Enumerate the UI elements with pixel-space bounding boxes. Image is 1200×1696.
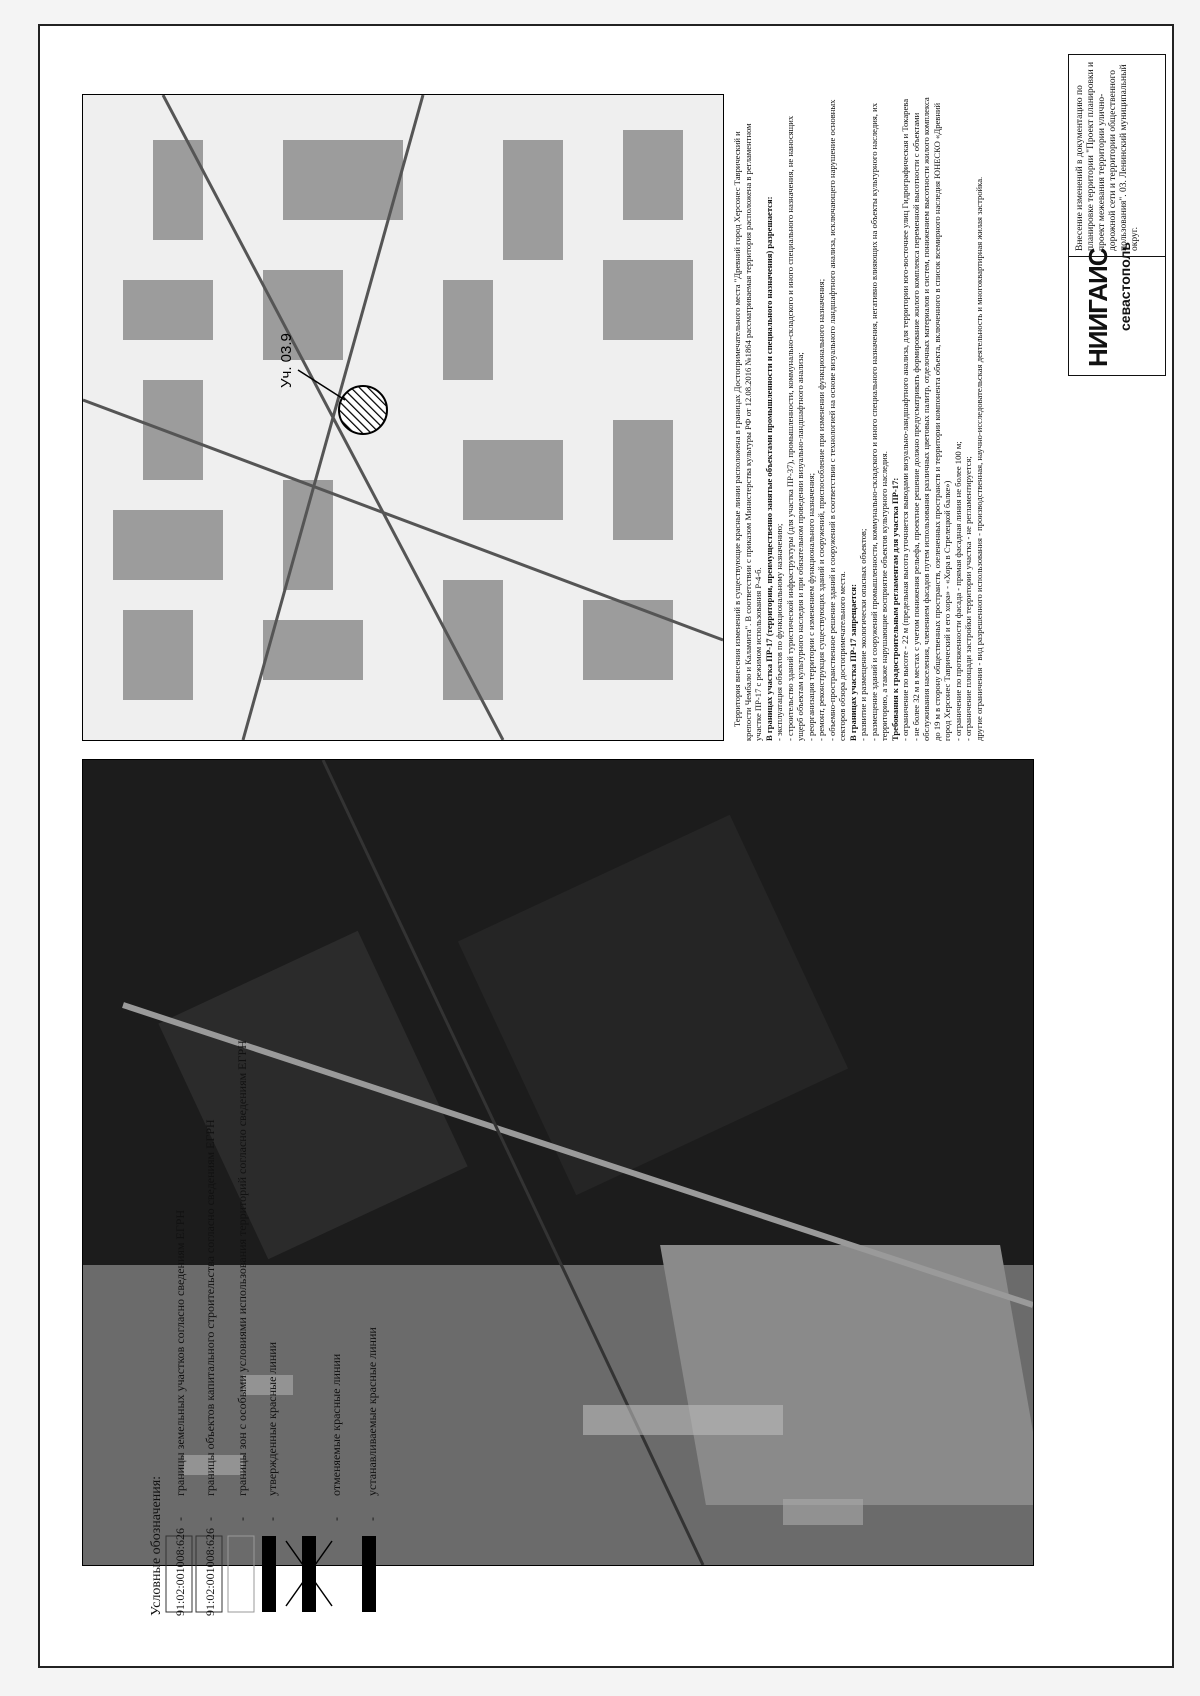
legend-dash-5: - [365, 1517, 379, 1521]
requirements-title: Требования к градостроительным регламентам для участка ПР-17: [889, 477, 900, 741]
allowed-item: - объемно-пространственное решение зданий и сооружений в соответствии с технологией на основе визуального ландшафтного анализа, исключающего нарушение основных секторов обзора достопримечательного места. [826, 99, 847, 741]
forbidden-item: - развитие и размещение экологически опасных объектов; [858, 528, 868, 741]
logo-sub-text: севастополь [1117, 242, 1133, 331]
legend-dash-2: - [235, 1517, 249, 1521]
forbidden-item: - размещение зданий и сооружений промышленности, коммунально-складского и иного специального назначения, негативно влияющих на объекты культурного наследия, их территорию, а также нарушающие восприятие объектов культурного наследия. [868, 102, 889, 741]
allowed-item: - ремонт, реконструкция существующих зданий и сооружений, приспособление при изменении функционального назначения; [816, 278, 826, 741]
legend-text-5: устанавливаемые красные линии [365, 1327, 379, 1496]
drawing-title: Внесение изменений в документацию по планировке территории "Проект планировки и проект межевания территории улично-дорожной сети и территории общественного пользования". 03. Ленинский муниципальный округ. [1075, 61, 1140, 251]
legend-text-1: границы объектов капитального строительства согласно сведениям ЕГРН [203, 1119, 217, 1496]
logo-main-text: НИИГАИС [1083, 248, 1113, 367]
legend-dash-0: - [173, 1517, 187, 1521]
other-restrictions: другие ограничения - вид разрешенного использования - производственная, научно-исследовательская деятельность и многоквартирная жилая застройка. [973, 176, 984, 741]
title-block [1068, 54, 1166, 376]
drawing-sheet [38, 24, 1174, 1668]
forbidden-title: В границах участка ПР-17 запрещается: [847, 584, 858, 741]
allowed-item: - строительство зданий туристической инфраструктуры (для участка ПР-37), промышленности, коммунально-складского и иного специального назначения, не наносящих ущерб объектам культурного наследия и при обязательном проведении визуально-ландшафтного анализа; [784, 115, 805, 741]
map-drawing [83, 95, 723, 740]
legend-dash-3: - [265, 1517, 279, 1521]
legend-dash-1: - [203, 1517, 217, 1521]
allowed-title: В границах участка ПР-17 (территории, преимущественно занятые объектами промышленности и специального назначения) разрешается: [763, 196, 774, 741]
legend-text-3: утвержденные красные линии [265, 1341, 279, 1496]
legend-sample-1: 91:02:001008:626 [203, 1527, 217, 1616]
legend-title-rotated: Условные обозначения: [149, 1475, 164, 1616]
location-map [82, 94, 724, 741]
plot-label: Уч. 03.9 [278, 333, 295, 388]
allowed-item: - эксплуатация объектов по функциональному назначению; [774, 523, 784, 741]
allowed-item: - реорганизация территории с изменением функционального назначения; [805, 472, 816, 741]
description-block [732, 96, 1062, 741]
legend-text-0: границы земельных участков согласно сведениям ЕГРН [173, 1209, 187, 1496]
legend-sample-0: 91:02:001008:626 [173, 1527, 187, 1616]
legend-text-2: границы зон с особыми условиями использования территорий согласно сведениям ЕГРН [235, 1040, 249, 1496]
requirement-item: - ограничение по высоте - 22 м (предельная высота уточняется выводами визуально-ландшафтного анализа, для территории юго-восточнее улиц Гидрографическая и Токарева - не более 32 м в местах с учетом понижения рельефа, проектное решение должно предусматривать формирование жилого комплекса переменной высотности с объектами обслуживания населения, членением фасадов путем использования различных цветовых палитр, отделочных материалов и систем, понижением высотности жилого комплекса до 19 м в сторону общественных пространств, озелененных пространств и территории компонента объекта, включенного в список всемирного наследия ЮНЕСКО «Древний город Херсонес Таврический и его хора» - «Хора в Стрелецкой балке») [900, 97, 952, 741]
legend-text-4: отменяемые красные линии [329, 1353, 343, 1496]
requirement-item: - ограничение площади застройки территории участка - не регламентируется; [963, 456, 973, 741]
description-intro: Территория внесения изменений в существующие красные линии расположена в границах Достопримечательного места "Древний город Херсонес Таврический и крепости Чембало и Каламита". В соответствии с приказом Министерства культуры РФ от 12.08.2016 №1864 рассматриваемая территория расположена в регламентном участке ПР-17 с режимом использования Р-4-б. [732, 123, 763, 741]
orthophoto-panel [82, 759, 1034, 1566]
logo [1069, 242, 1165, 375]
requirement-item: - ограничение по протяженности фасада - прямая фасадная линия не более 100 м; [952, 441, 963, 741]
photo-overlay [83, 760, 1033, 1565]
rotated-content [40, 26, 1172, 1666]
legend-dash-4: - [329, 1517, 343, 1521]
